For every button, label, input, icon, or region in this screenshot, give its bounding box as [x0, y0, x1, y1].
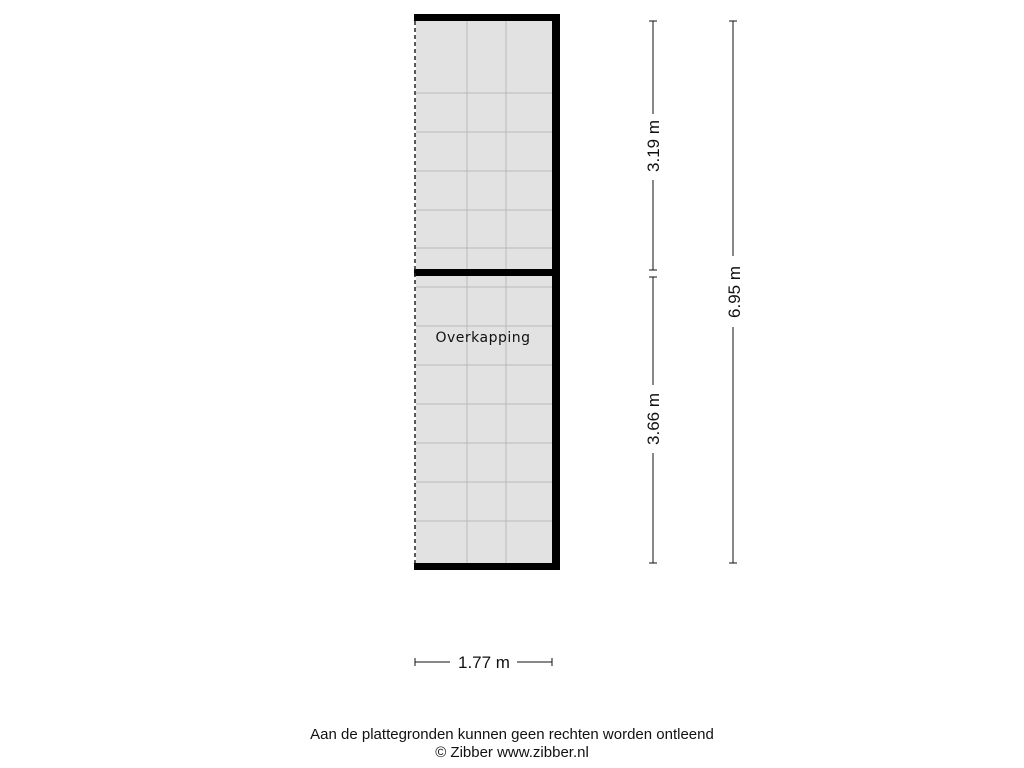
wall-bottom — [414, 563, 560, 570]
footer-copyright: © Zibber www.zibber.nl — [435, 744, 589, 761]
dimension-upper-label: 3.19 m — [644, 120, 663, 172]
footer-disclaimer: Aan de plattegronden kunnen geen rechten worden ontleend — [310, 726, 714, 743]
dimension-width-label: 1.77 m — [458, 653, 510, 672]
dimension-total-label: 6.95 m — [725, 266, 744, 318]
wall-right — [552, 14, 560, 570]
wall-top — [414, 14, 560, 21]
dimension-lower-label: 3.66 m — [644, 393, 663, 445]
room-label: Overkapping — [435, 330, 531, 346]
wall-middle — [414, 269, 560, 276]
